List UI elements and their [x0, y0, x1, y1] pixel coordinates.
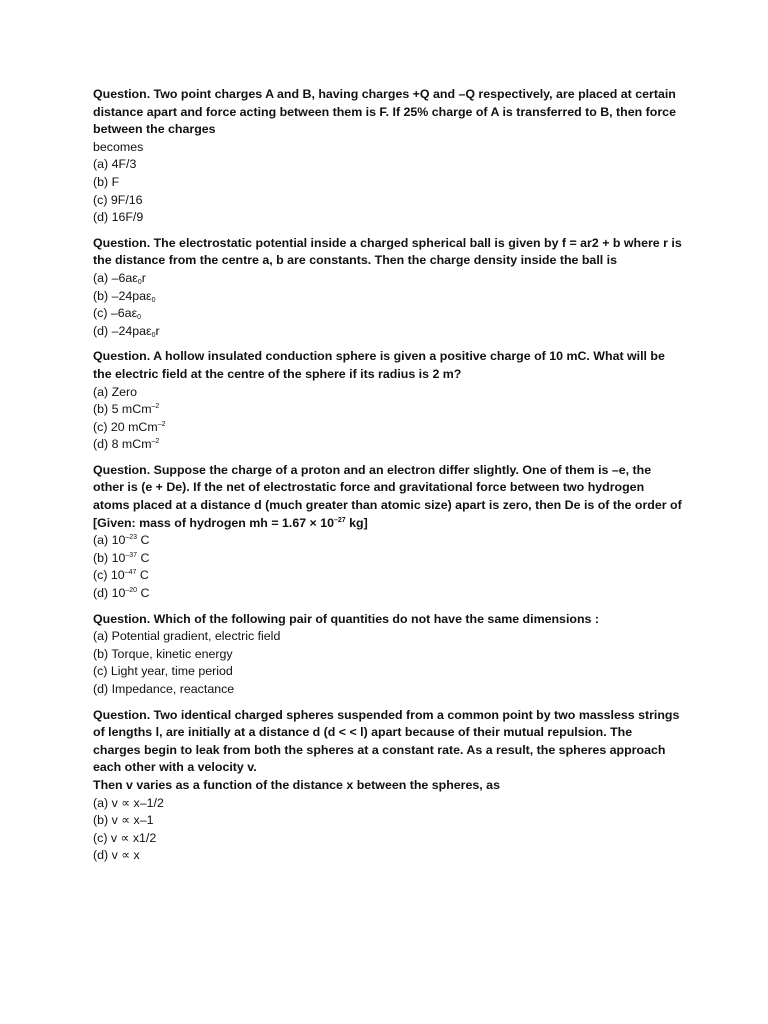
question-2 — [93, 235, 683, 341]
question-5-option-b: (b) Torque, kinetic energy — [93, 646, 233, 661]
question-6-option-a: (a) v ∝ x–1/2 — [93, 795, 164, 810]
question-1-option-a: (a) 4F/3 — [93, 157, 137, 172]
question-3-text: Question. A hollow insulated conduction sphere is given a positive charge of 10 mC. What will be the electric field at the centre of the sphere if its radius is 2 m? — [93, 349, 665, 381]
question-1-extra: becomes — [93, 139, 144, 154]
question-3-option-d: (d) 8 mCm$^{-2}$ — [93, 437, 160, 452]
question-3-option-b: (b) 5 mCm$^{-2}$ — [93, 402, 160, 417]
question-6-option-c: (c) v ∝ x1/2 — [93, 830, 157, 845]
question-4-option-a: (a) $10^{-23}$ C — [93, 533, 150, 548]
question-4-text: Question. Suppose the charge of a proton and an electron differ slightly. One of them is –e, the other is (e + De). If the net of electrostatic force and gravitational force between two hydrogen atoms placed at a distance d (much greater than atomic size) apart is zero, then De is of the order of — [93, 462, 682, 513]
question-5-option-a: (a) Potential gradient, electric field — [93, 629, 281, 644]
question-2-option-b: (b) –24paε$_0$ — [93, 288, 156, 304]
question-3 — [93, 348, 683, 454]
question-3-option-c: (c) 20 mCm$^{-2}$ — [93, 419, 166, 434]
question-4 — [93, 462, 683, 603]
question-4-option-c: (c) $10^{-47}$ C — [93, 568, 149, 583]
question-5-option-d: (d) Impedance, reactance — [93, 682, 235, 696]
question-5-option-c: (c) Light year, time period — [93, 664, 233, 679]
question-2-text: Question. The electrostatic potential inside a charged spherical ball is given by f = ar2 + b where r is the distance from the centre a, b are constants. Then the charge density inside the ball is — [93, 235, 682, 268]
question-5-text: Question. Which of the following pair of quantities do not have the same dimensions : — [93, 611, 599, 626]
question-6-option-d: (d) v ∝ x — [93, 848, 140, 863]
question-2-option-c: (c) $-6a\varepsilon_0$ — [93, 306, 141, 322]
question-1-option-d: (d) 16F/9 — [93, 210, 144, 225]
question-2-option-d: (d) –24paε$_0$r — [93, 323, 160, 339]
question-4-given: [Given: mass of hydrogen mh = $1.67 \times 10^{-27}$ kg] — [93, 515, 368, 530]
question-6-text: Question. Two identical charged spheres suspended from a common point by two massless strings of lengths l, are initially at a distance d (d < < l) apart because of their mutual repulsion. The charges begin to leak from both the spheres at a constant rate. As a result, the spheres approach each other with a velocity v. — [93, 707, 680, 775]
question-5 — [93, 611, 683, 699]
question-1-text: Question. Two point charges A and B, having charges +Q and –Q respectively, are placed at certain distance apart and force acting between them is F. If 25% charge of A is transferred to B, then force between the charges — [93, 87, 676, 137]
question-2-option-a: (a) $-6a\varepsilon_0r$ — [93, 270, 146, 286]
question-1-option-b: (b) F — [93, 174, 120, 189]
question-6-text-continued: Then v varies as a function of the distance x between the spheres, as — [93, 777, 500, 792]
question-1 — [93, 86, 683, 227]
question-4-option-b: (b) $10^{-37}$ C — [93, 550, 150, 565]
question-6 — [93, 707, 683, 865]
question-6-option-b: (b) v ∝ x–1 — [93, 813, 154, 828]
question-4-option-d: (d) $10^{-20}$ C — [93, 586, 150, 601]
question-1-option-c: (c) 9F/16 — [93, 192, 143, 207]
question-3-option-a: (a) Zero — [93, 384, 138, 399]
question-page — [93, 86, 683, 873]
